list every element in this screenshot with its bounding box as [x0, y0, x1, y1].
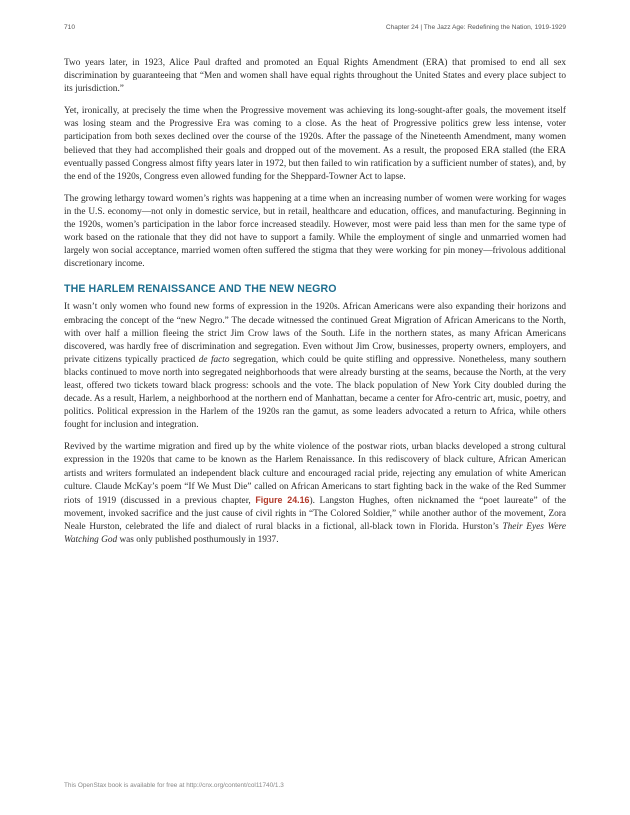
paragraph-new-negro: [64, 301, 566, 432]
chapter-title: Chapter 24 | The Jazz Age: Redefining the Nation, 1919-1929: [385, 24, 566, 31]
text-run: ). Langston Hughes, often nicknamed the “poet laureate” of the movement, invoked sacrifice and the just cause of civil rights in “The Colored Soldier,” while another author of the movement, Zora Neale Hurston, celebrated the life and dialect of rural blacks in a fictional, all-black town in Florida. Hurston’s: [64, 495, 566, 532]
text-run: Revived by the wartime migration and fired up by the white violence of the postwar riots, urban blacks developed a strong cultural expression in the 1920s that came to be known as the Harlem Renaissance. In this rediscovery of black culture, African American artists and writers formulated an independent black culture and encouraged racial pride, rejecting any emulation of white American culture. Claude McKay’s poem “If We Must Die” called on African Americans to start fighting back in the wake of the Red Summer riots of 1919 (discussed in a previous chapter,: [64, 442, 566, 506]
text-run: was only published posthumously in 1937.: [117, 535, 279, 545]
paragraph-progressive-decline: Yet, ironically, at precisely the time when the Progressive movement was achieving its long-sought-after goals, the movement itself was losing steam and the Progressive Era was coming to a close. As the heat of Progressive politics grew less intense, voter participation from both sexes declined over the course of the 1920s. After the passage of the Nineteenth Amendment, many women believed that they had accomplished their goals and dropped out of the movement. As a result, the proposed ERA stalled (the ERA eventually passed Congress almost fifty years later in 1972, but then failed to win ratification by a sufficient number of states), and, by the end of the 1920s, Congress even allowed funding for the Sheppard-Towner Act to lapse.: [64, 106, 566, 182]
italic-term: de facto: [198, 354, 230, 365]
section-heading: THE HARLEM RENAISSANCE AND THE NEW NEGRO: [64, 283, 337, 296]
page-number: 710: [64, 24, 76, 31]
text-run: segregation, which could be quite stifling and oppressive. Nonetheless, many southern blacks continued to move north into segregated neighborhoods that were already bursting at the seams, because the North, at the very least, offered two tickets toward black progress: schools and the vote. The black population of New York City doubled during the decade. As a result, Harlem, a neighborhood at the northern end of Manhattan, became a center for Afro-centric art, music, poetry, and politics. Political expression in the Harlem of the 1920s ran the gamut, as some leaders advocated a return to Africa, while others fought for inclusion and integration.: [64, 354, 566, 431]
paragraph-era: Two years later, in 1923, Alice Paul drafted and promoted an Equal Rights Amendment (ERA) that promised to end all sex discrimination by guaranteeing that “Men and women shall have equal rights throughout the United States and every place subject to its jurisdiction.”: [64, 58, 566, 95]
paragraph-harlem-renaissance: [64, 441, 566, 547]
text-run: It wasn’t only women who found new forms of expression in the 1920s. African Americans were also expanding their horizons and embracing the concept of the “new Negro.” The decade witnessed the continued Great Migration of African Americans to the North, with over half a million fleeing the strict Jim Crow laws of the South. Life in the northern states, as many African Americans discovered, was hardly free of discrimination and segregation. Even without Jim Crow, businesses, property owners, employers, and private citizens typically practiced: [64, 302, 566, 365]
paragraph-women-labor: The growing lethargy toward women’s rights was happening at a time when an increasing number of women were working for wages in the U.S. economy—not only in domestic service, but in retail, healthcare and education, offices, and manufacturing. Beginning in the 1920s, women’s participation in the labor force increased steadily. However, most were paid less than men for the same type of work based on the rationale that they did not have to support a family. While the employment of single and unmarried women had largely won social acceptance, married women often suffered the stigma that they were working for pin money—frivolous additional discretionary income.: [64, 193, 566, 270]
figure-link[interactable]: Figure 24.16: [255, 494, 310, 505]
page-body: [64, 57, 566, 556]
page-footer: This OpenStax book is available for free at http://cnx.org/content/col11740/1.3: [64, 782, 284, 789]
book-title: Their Eyes Were Watching God: [64, 521, 566, 545]
